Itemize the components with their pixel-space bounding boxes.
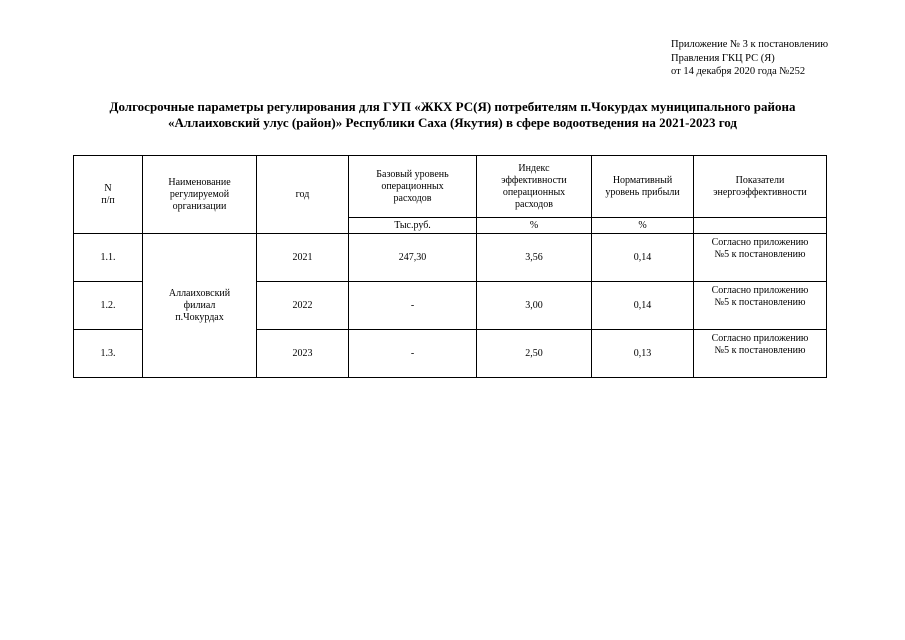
row-num: 1.3. — [74, 330, 143, 378]
row-profit: 0,14 — [592, 282, 694, 330]
row-num: 1.1. — [74, 234, 143, 282]
appendix-line-2: Правления ГКЦ РС (Я) — [671, 52, 775, 64]
row-profit: 0,14 — [592, 234, 694, 282]
row-base: - — [349, 282, 477, 330]
header-num: N п/п — [74, 156, 143, 234]
unit-profit: % — [592, 218, 694, 234]
row-year: 2021 — [257, 234, 349, 282]
header-energy-efficiency: Показатели энергоэффективности — [694, 156, 827, 218]
header-row — [74, 156, 827, 218]
title-line-1: Долгосрочные параметры регулирования для ГУП «ЖКХ РС(Я) потребителям п.Чокурдах муниципального района — [109, 99, 796, 114]
document-title — [0, 99, 905, 131]
row-base: - — [349, 330, 477, 378]
row-year: 2022 — [257, 282, 349, 330]
header-profit-level: Нормативный уровень прибыли — [592, 156, 694, 218]
row-index: 3,00 — [477, 282, 592, 330]
header-org: Наименование регулируемой организации — [143, 156, 257, 234]
header-base-level: Базовый уровень операционных расходов — [349, 156, 477, 218]
row-energy: Согласно приложению №5 к постановлению — [694, 234, 827, 282]
unit-index: % — [477, 218, 592, 234]
org-name: Аллаиховский филиал п.Чокурдах — [143, 234, 257, 378]
row-base: 247,30 — [349, 234, 477, 282]
row-year: 2023 — [257, 330, 349, 378]
header-efficiency-index: Индекс эффективности операционных расходов — [477, 156, 592, 218]
row-index: 3,56 — [477, 234, 592, 282]
row-energy: Согласно приложению №5 к постановлению — [694, 330, 827, 378]
regulation-parameters-table — [73, 155, 827, 378]
table-row — [74, 234, 827, 282]
unit-energy-empty — [694, 218, 827, 234]
appendix-line-1: Приложение № 3 к постановлению — [671, 39, 829, 50]
row-num: 1.2. — [74, 282, 143, 330]
header-year: год — [257, 156, 349, 234]
title-line-2: «Аллаиховский улус (район)» Республики Саха (Якутия) в сфере водоотведения на 2021-2023 год — [167, 115, 738, 130]
row-energy: Согласно приложению №5 к постановлению — [694, 282, 827, 330]
row-profit: 0,13 — [592, 330, 694, 378]
unit-base: Тыс.руб. — [349, 218, 477, 234]
appendix-line-3: от 14 декабря 2020 года №252 — [671, 66, 806, 77]
appendix-note — [671, 38, 828, 79]
row-index: 2,50 — [477, 330, 592, 378]
